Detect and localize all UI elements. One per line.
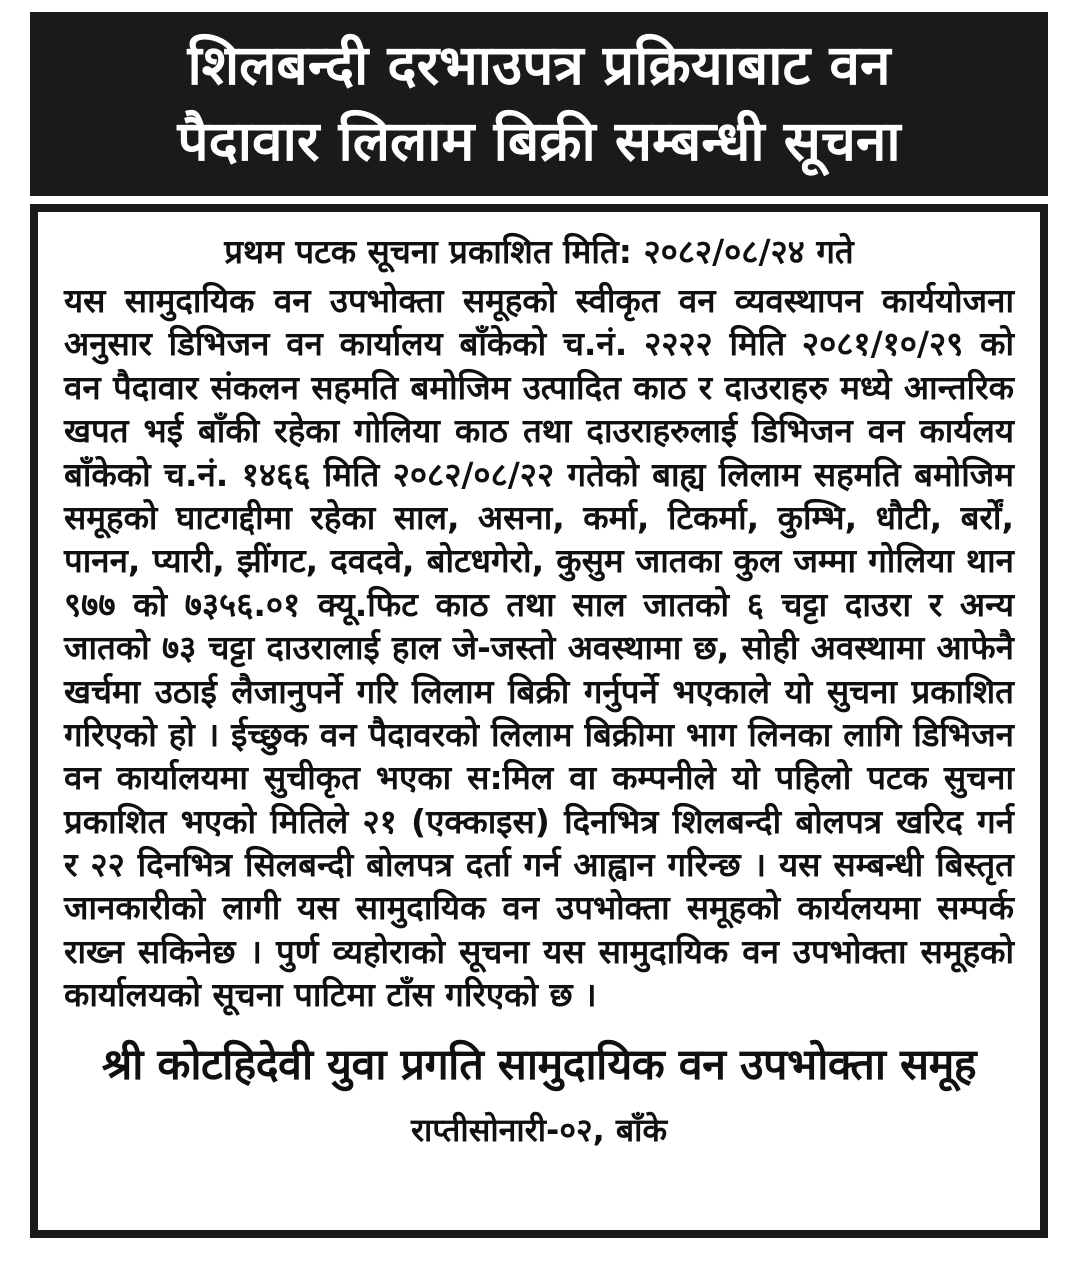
notice-body-paragraph: यस सामुदायिक वन उपभोक्ता समूहको स्वीकृत वन व्यवस्थापन कार्ययोजना अनुसार डिभिजन वन कार्यालय बाँकेको च.नं. २२२२ मिति २०८१/१०/२९ को वन पैदावार संकलन सहमति बमोजिम उत्पादित काठ र दाउराहरु मध्ये आन्तरिक खपत भई बाँकी रहेका गोलिया काठ तथा दाउराहरुलाई डिभिजन वन कार्यलय बाँकेको च.नं. १४६६ मिति २०८२/०८/२२ गतेको बाह्य लिलाम सहमति बमोजिम समूहको घाटगद्दीमा रहेका साल, असना, कर्मा, टिकर्मा, कुम्भि, धौटी, बर्रों, पानन, प्यारी, झींगट, दवदवे, बोटधगेरो, कुसुम जातका कुल जम्मा गोलिया थान ९७७ को ७३५६.०१ क्यू.फिट काठ तथा साल जातको ६ चट्टा दाउरा र अन्य जातको ७३ चट्टा दाउरालाई हाल जे-जस्तो अवस्थामा छ, सोही अवस्थामा आफेनै खर्चमा उठाई लैजानुपर्ने गरि लिलाम बिक्री गर्नुपर्ने भएकाले यो सुचना प्रकाशित गरिएको हो । ईच्छुक वन पैदावरको लिलाम बिक्रीमा भाग लिनका लागि डिभिजन वन कार्यालयमा सुचीकृत भएका स:मिल वा कम्पनीले यो पहिलो पटक सुचना प्रकाशित भएको मितिले २१ (एक्काइस) दिनभित्र शिलबन्दी बोलपत्र खरिद गर्न र २२ दिनभित्र सिलबन्दी बोलपत्र दर्ता गर्न आह्वान गरिन्छ । यस सम्बन्धी बिस्तृत जानकारीको लागी यस सामुदायिक वन उपभोक्ता समूहको कार्यलयमा सम्पर्क राख्न सकिनेछ । पुर्ण व्यहोराको सूचना यस सामुदायिक वन उपभोक्ता समूहको कार्यालयको सूचना पाटिमा टाँस गरिएको छ । <box>64 281 1014 1015</box>
notice-title-line-2: पैदावार लिलाम बिक्री सम्बन्धी सूचना <box>177 109 901 173</box>
organization-name: श्री कोटहिदेवी युवा प्रगति सामुदायिक वन उपभोक्ता समूह <box>101 1039 977 1090</box>
notice-body-box <box>30 204 1048 1238</box>
notice-title-line-1: शिलबन्दी दरभाउपत्र प्रक्रियाबाट वन <box>187 33 891 98</box>
publication-date-line: प्रथम पटक सूचना प्रकाशित मिति: २०८२/०८/२४ गते <box>224 232 854 271</box>
notice-title-banner <box>30 12 1048 196</box>
organization-address: राप्तीसोनारी-०२, बाँके <box>410 1110 668 1149</box>
